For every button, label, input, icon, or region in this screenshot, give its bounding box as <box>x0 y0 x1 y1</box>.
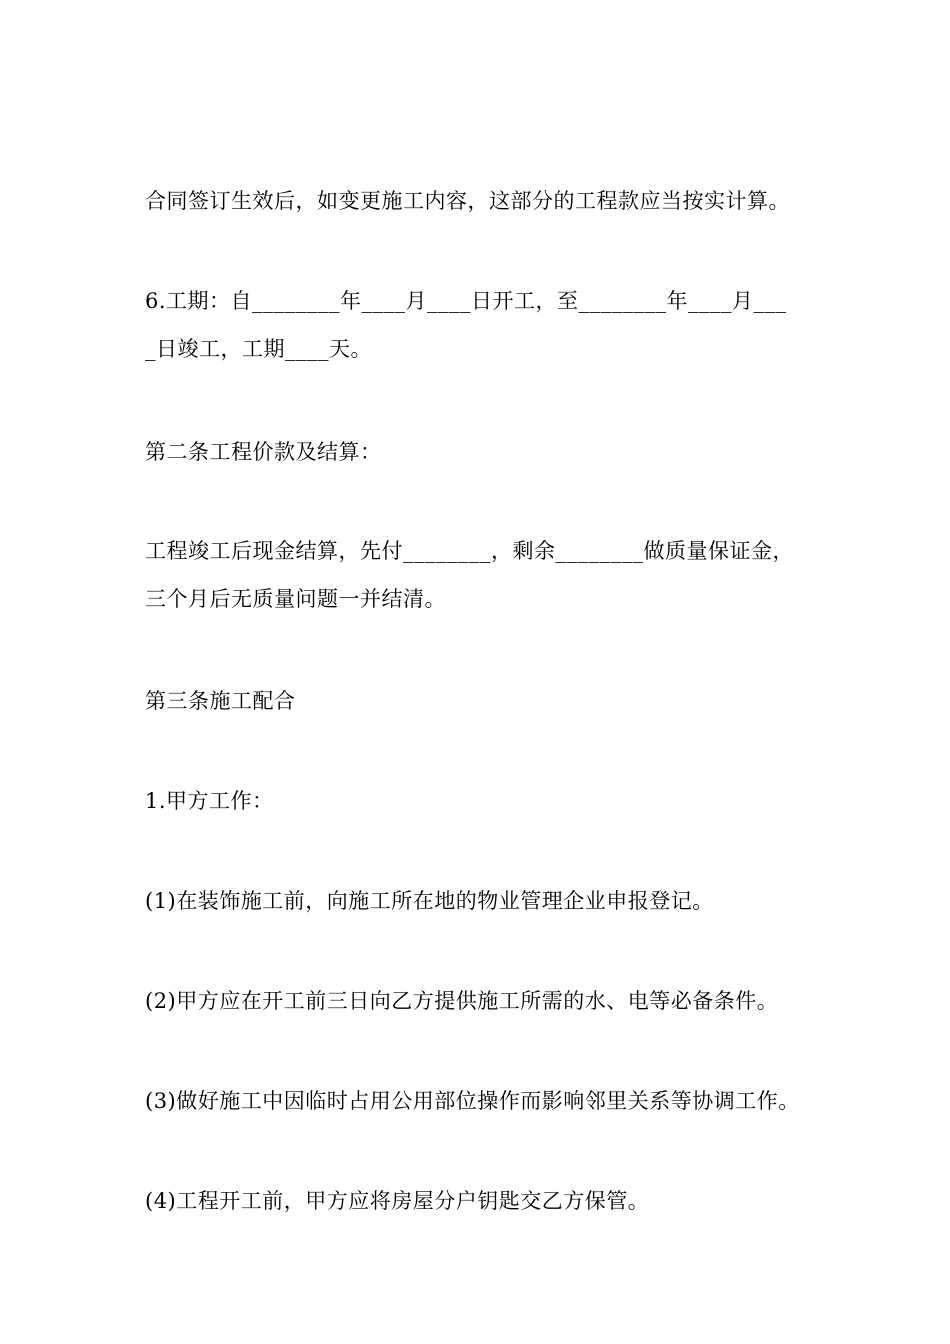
text-line: 第二条工程价款及结算： <box>145 440 382 464</box>
list-item-3 <box>145 1077 835 1125</box>
paragraph-construction-period <box>145 277 835 373</box>
subheading-party-a-work <box>145 777 835 825</box>
text-line: (2)甲方应在开工前三日向乙方提供施工所需的水、电等必备条件。 <box>145 989 779 1013</box>
paragraph-cash-settlement <box>145 527 835 623</box>
text-line: (3)做好施工中因临时占用公用部位操作而影响邻里关系等协调工作。 <box>145 1089 800 1113</box>
text-line: 工程竣工后现金结算，先付________，剩余________做质量保证金， <box>145 539 794 563</box>
text-line: 第三条施工配合 <box>145 689 296 713</box>
list-item-1 <box>145 877 835 925</box>
list-item-2 <box>145 977 835 1025</box>
text-line: (4)工程开工前，甲方应将房屋分户钥匙交乙方保管。 <box>145 1189 650 1213</box>
text-line: (1)在装饰施工前，向施工所在地的物业管理企业申报登记。 <box>145 889 714 913</box>
list-item-4 <box>145 1177 835 1225</box>
text-line: 6.工期：自________年____月____日开工，至________年____月___ <box>145 289 787 313</box>
section-heading-price-settlement <box>145 428 835 476</box>
paragraph-payment-change <box>145 177 835 225</box>
section-heading-cooperation <box>145 677 835 725</box>
text-line: 合同签订生效后，如变更施工内容，这部分的工程款应当按实计算。 <box>145 189 790 213</box>
text-line: _日竣工，工期____天。 <box>145 337 372 361</box>
text-line: 三个月后无质量问题一并结清。 <box>145 587 446 611</box>
text-line: 1.甲方工作： <box>145 789 274 813</box>
